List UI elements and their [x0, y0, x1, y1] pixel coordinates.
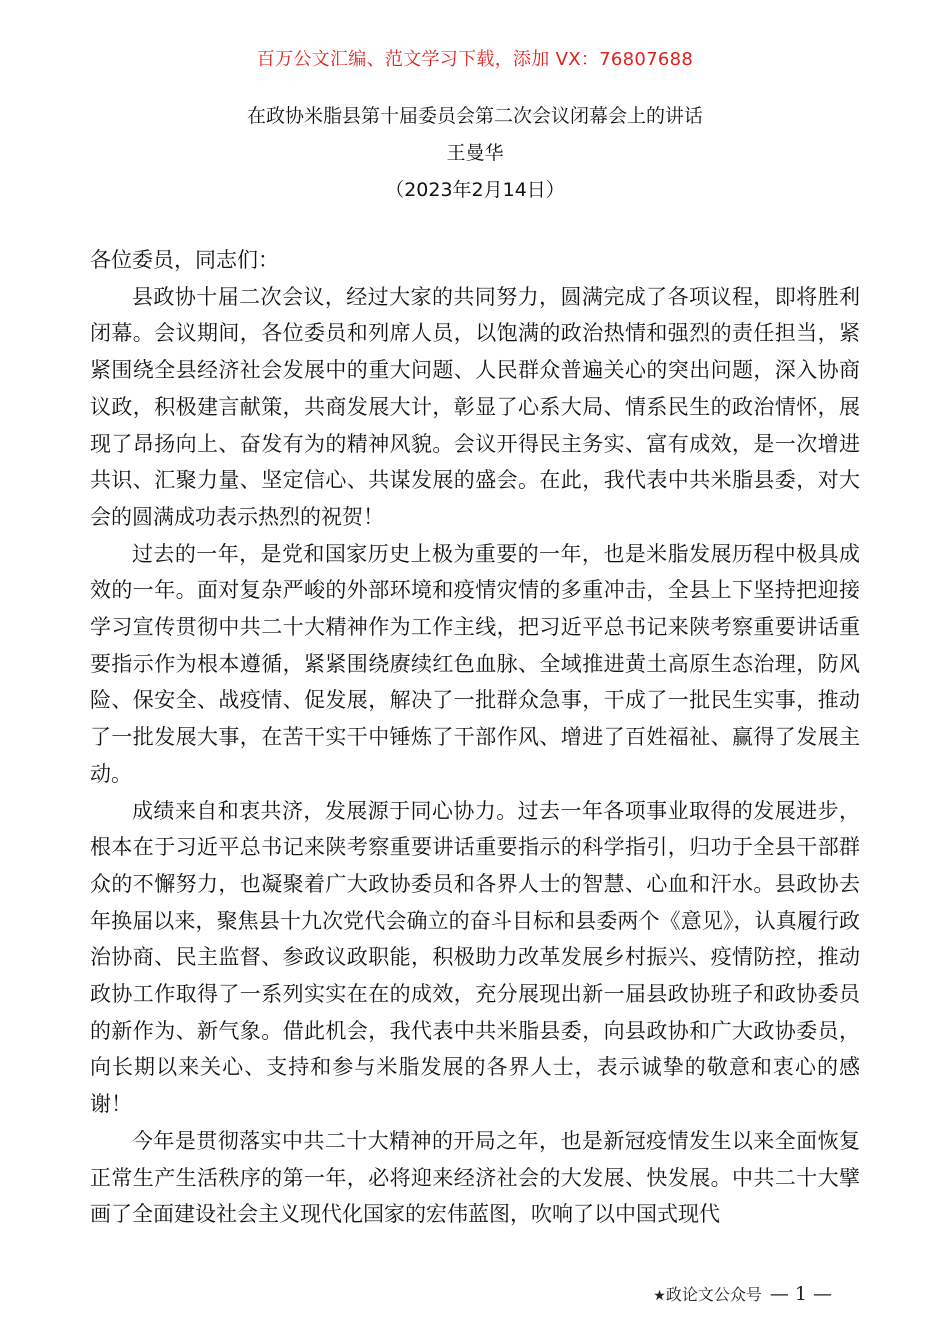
- speech-title: 在政协米脂县第十届委员会第二次会议闭幕会上的讲话: [246, 105, 703, 127]
- page-number: — 1 —: [769, 1283, 832, 1305]
- title-block: [0, 98, 950, 209]
- footer-label: 政论文公众号: [665, 1285, 762, 1304]
- promo-banner: 百万公文汇编、范文学习下载，添加 VX：76807688: [256, 49, 694, 70]
- speech-date: （2023年2月14日）: [385, 179, 565, 201]
- page-footer: [653, 1282, 832, 1308]
- paragraph: 成绩来自和衷共济，发展源于同心协力。过去一年各项事业取得的发展进步，根本在于习近平总书记来陕考察重要讲话重要指示的科学指引，归功于全县干部群众的不懈努力，也凝聚着广大政协委员和各界人士的智慧、心血和汗水。县政协去年换届以来，聚焦县十九次党代会确立的奋斗目标和县委两个《意见》，认真履行政治协商、民主监督、参政议政职能，积极助力改革发展乡村振兴、疫情防控，推动政协工作取得了一系列实实在在的成效，充分展现出新一届县政协班子和政协委员的新作为、新气象。借此机会，我代表中共米脂县委，向县政协和广大政协委员，向长期以来关心、支持和参与米脂发展的各界人士，表示诚挚的敬意和衷心的感谢！: [90, 798, 860, 1117]
- paragraph: 过去的一年，是党和国家历史上极为重要的一年，也是米脂发展历程中极具成效的一年。面对复杂严峻的外部环境和疫情灾情的多重冲击，全县上下坚持把迎接学习宣传贯彻中共二十大精神作为工作主线，把习近平总书记来陕考察重要讲话重要指示作为根本遵循，紧紧围绕赓续红色血脉、全域推进黄土高原生态治理，防风险、保安全、战疫情、促发展，解决了一批群众急事，干成了一批民生实事，推动了一批发展大事，在苦干实干中锤炼了干部作风、增进了百姓福祉、赢得了发展主动。: [90, 541, 860, 786]
- paragraph: 县政协十届二次会议，经过大家的共同努力，圆满完成了各项议程，即将胜利闭幕。会议期间，各位委员和列席人员，以饱满的政治热情和强烈的责任担当，紧紧围绕全县经济社会发展中的重大问题、人民群众普遍关心的突出问题，深入协商议政，积极建言献策，共商发展大计，彰显了心系大局、情系民生的政治情怀，展现了昂扬向上、奋发有为的精神风貌。会议开得民主务实、富有成效，是一次增进共识、汇聚力量、坚定信心、共谋发展的盛会。在此，我代表中共米脂县委，对大会的圆满成功表示热烈的祝贺！: [90, 284, 860, 529]
- salutation: 各位委员，同志们：: [90, 248, 279, 272]
- star-icon: ★: [653, 1288, 666, 1304]
- speech-body: [90, 242, 860, 1233]
- paragraph: 今年是贯彻落实中共二十大精神的开局之年，也是新冠疫情发生以来全面恢复正常生产生活秩序的第一年，必将迎来经济社会的大发展、快发展。中共二十大擘画了全面建设社会主义现代化国家的宏伟蓝图，吹响了以中国式现代: [90, 1128, 860, 1227]
- speaker-name: 王曼华: [446, 142, 504, 164]
